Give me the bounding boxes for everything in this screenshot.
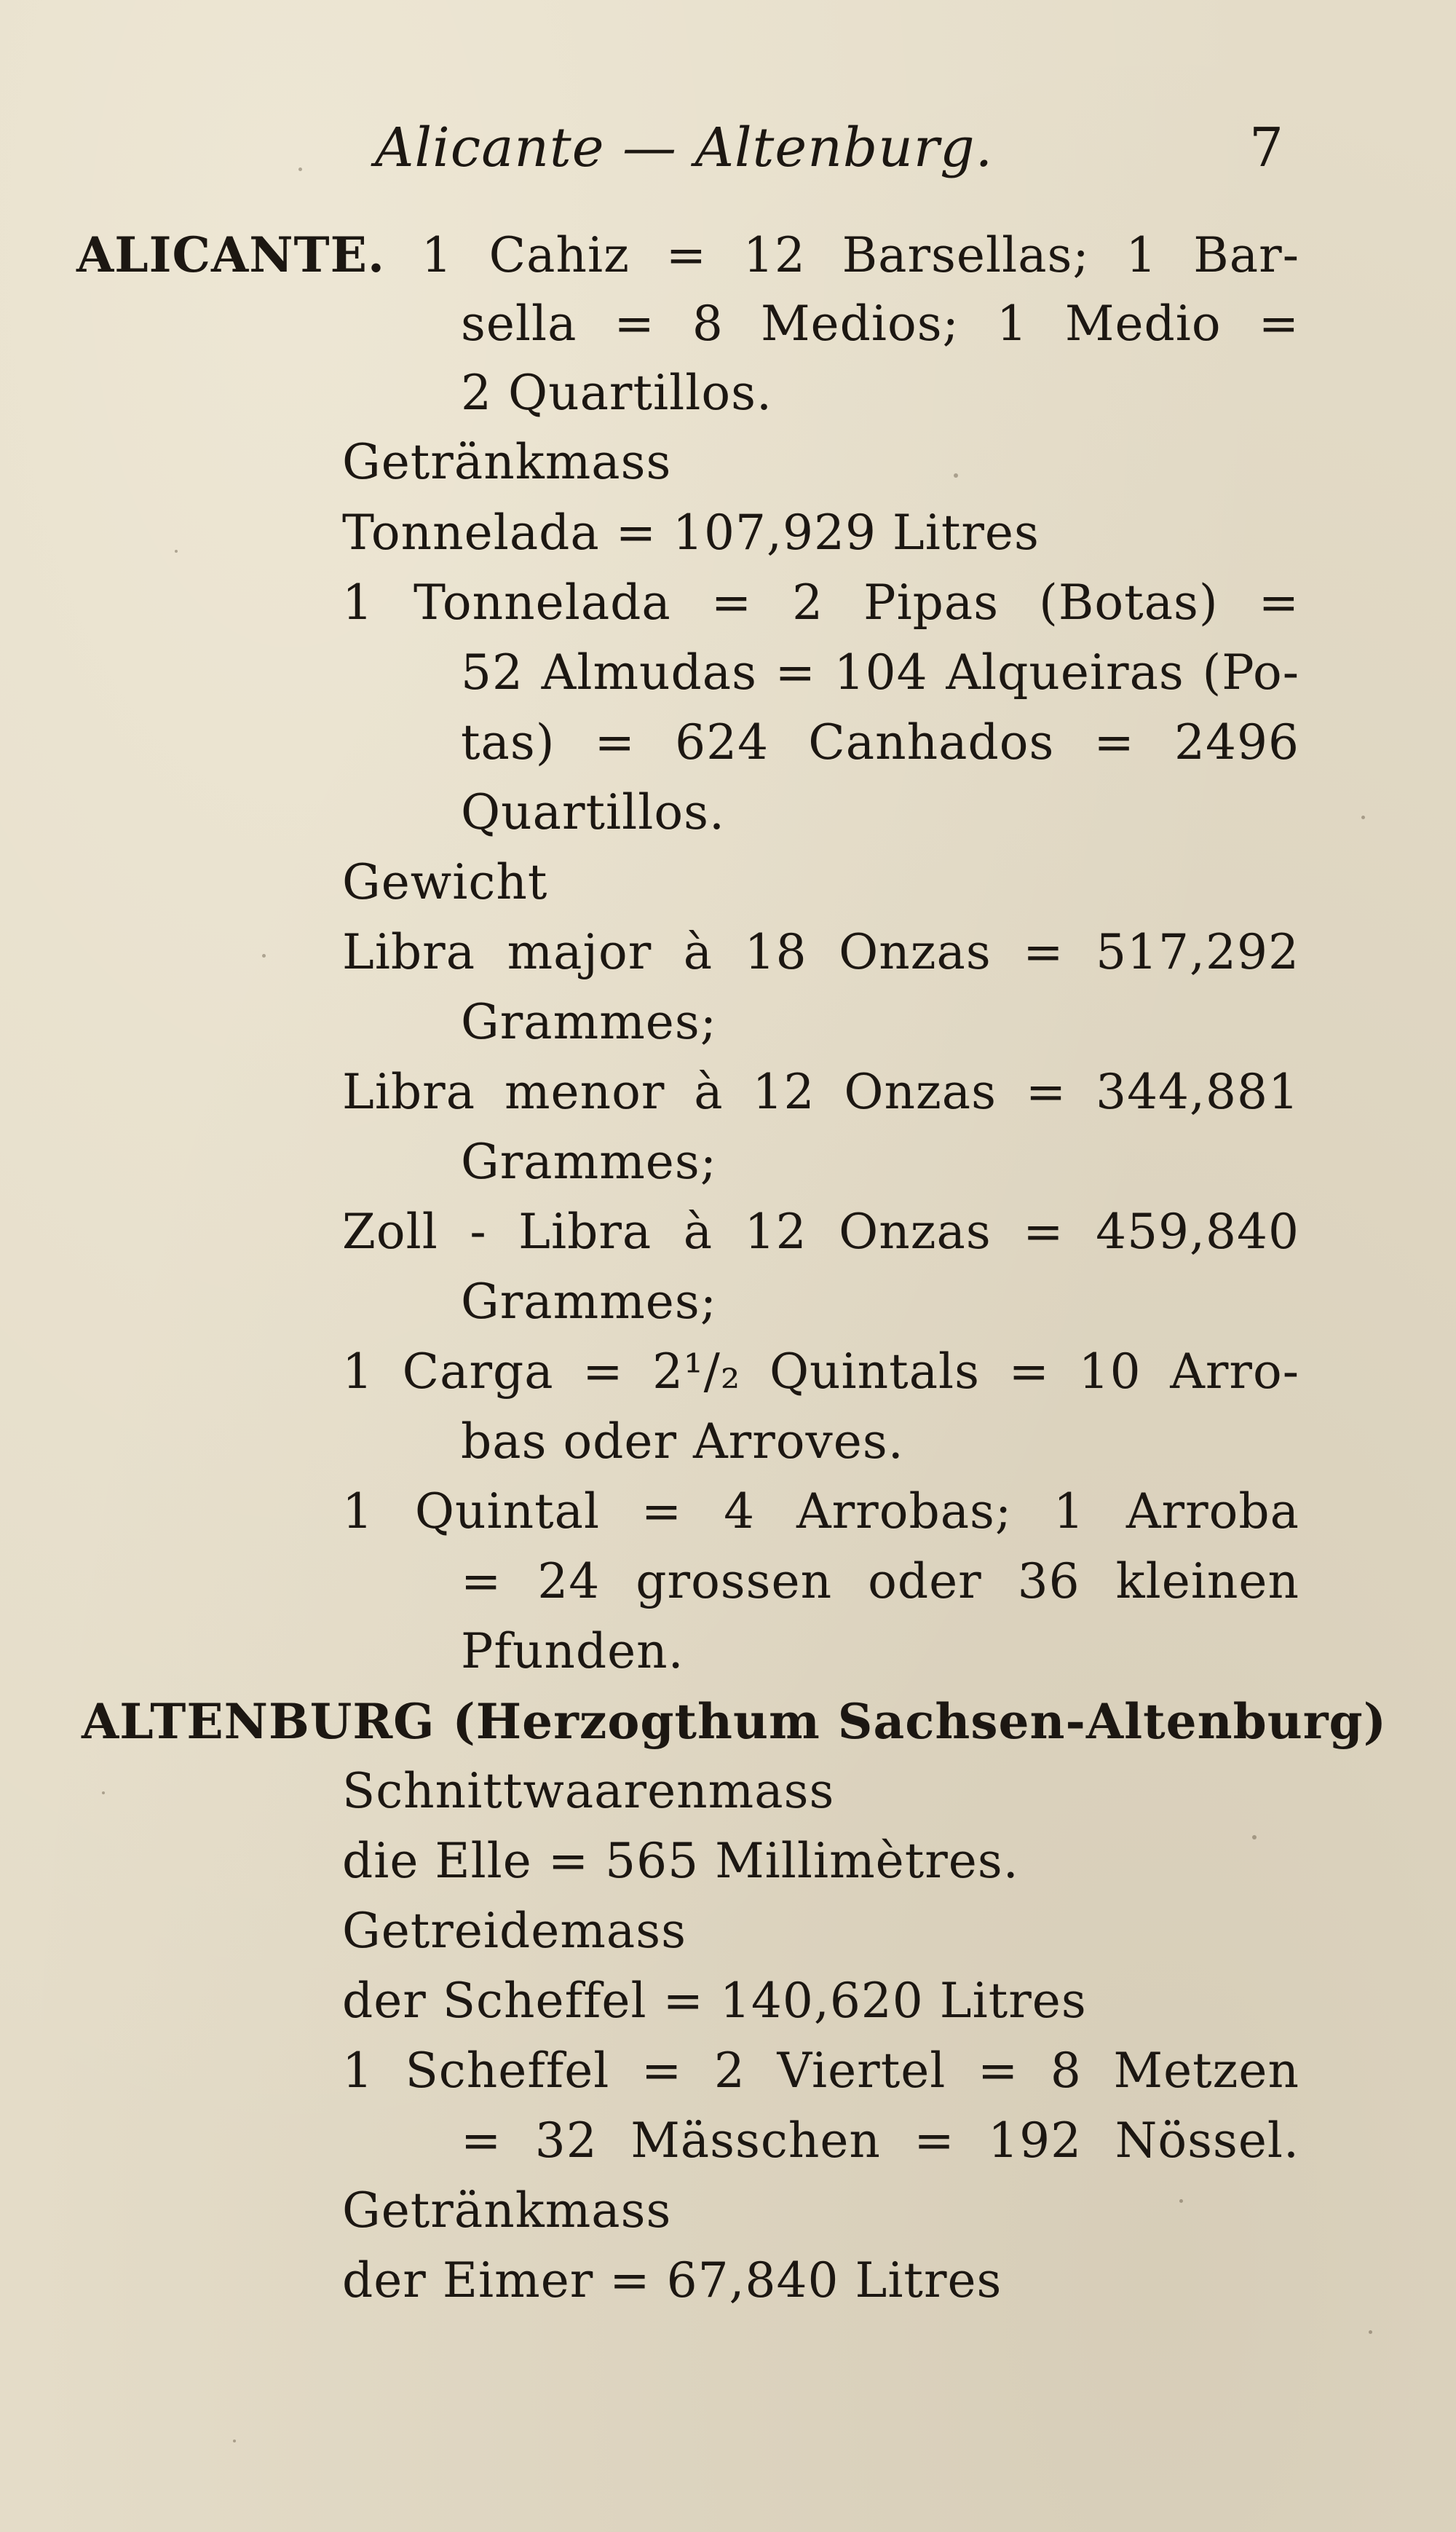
- measure-line: 1 Scheffel = 2 Viertel = 8 Metzen: [342, 2043, 1299, 2099]
- paper-speck: [262, 954, 266, 958]
- entry-heading-alicante: ALICANTE.: [76, 226, 385, 283]
- entry-text-line: 2 Quartillos.: [461, 365, 772, 421]
- measure-line: der Eimer = 67,840 Litres: [342, 2252, 1002, 2308]
- measure-line: Zoll - Libra à 12 Onzas = 459,840: [342, 1204, 1299, 1260]
- measure-line: Grammes;: [461, 994, 717, 1050]
- entry-first-line: [76, 226, 1299, 285]
- measure-line: Quartillos.: [461, 784, 725, 840]
- measure-line: der Scheffel = 140,620 Litres: [342, 1973, 1087, 2029]
- measure-line: Libra menor à 12 Onzas = 344,881: [342, 1064, 1299, 1120]
- measure-line: Libra major à 18 Onzas = 517,292: [342, 924, 1299, 980]
- paper-speck: [175, 550, 178, 553]
- measure-line: bas oder Arroves.: [461, 1413, 904, 1470]
- paper-speck: [102, 1791, 105, 1794]
- entry-text: 1 Cahiz = 12 Barsellas; 1 Bar-: [421, 227, 1300, 283]
- measure-line: die Elle = 565 Millimètres.: [342, 1833, 1019, 1889]
- measure-line: = 24 grossen oder 36 kleinen: [461, 1553, 1299, 1609]
- measure-line: Grammes;: [461, 1274, 717, 1330]
- section-label-schnittwaarenmass: Schnittwaarenmass: [342, 1763, 835, 1819]
- paper-speck: [233, 2440, 236, 2442]
- section-label-getraenkmass: Getränkmass: [342, 2182, 672, 2239]
- section-label-getreidemass: Getreidemass: [342, 1903, 687, 1959]
- section-label-getraenkmass: Getränkmass: [342, 434, 672, 490]
- paper-speck: [1252, 1835, 1257, 1839]
- paper-speck: [954, 473, 958, 478]
- measure-line: 52 Almudas = 104 Alqueiras (Po-: [461, 644, 1299, 701]
- measure-line: Tonnelada = 107,929 Litres: [342, 505, 1040, 561]
- paper-speck: [298, 167, 302, 171]
- entry-heading-altenburg: ALTENBURG (Herzogthum Sachsen-Altenburg): [82, 1693, 1387, 1750]
- section-label-gewicht: Gewicht: [342, 854, 548, 910]
- paper-speck: [1369, 2330, 1372, 2334]
- entry-text-line: sella = 8 Medios; 1 Medio =: [461, 296, 1299, 352]
- paper-speck: [1179, 2199, 1183, 2203]
- measure-line: 1 Tonnelada = 2 Pipas (Botas) =: [342, 575, 1299, 631]
- paper-speck: [1361, 816, 1365, 819]
- measure-line: Grammes;: [461, 1134, 717, 1190]
- measure-line: = 32 Mässchen = 192 Nössel.: [461, 2113, 1299, 2169]
- running-title: Alicante — Altenburg.: [375, 117, 994, 179]
- measure-line: tas) = 624 Canhados = 2496: [461, 714, 1299, 770]
- measure-line: Pfunden.: [461, 1623, 684, 1679]
- page-number: 7: [1249, 117, 1284, 179]
- page-header: [0, 117, 1456, 189]
- measure-line: 1 Carga = 2¹/₂ Quintals = 10 Arro-: [342, 1344, 1299, 1400]
- measure-line: 1 Quintal = 4 Arrobas; 1 Arroba: [342, 1483, 1299, 1539]
